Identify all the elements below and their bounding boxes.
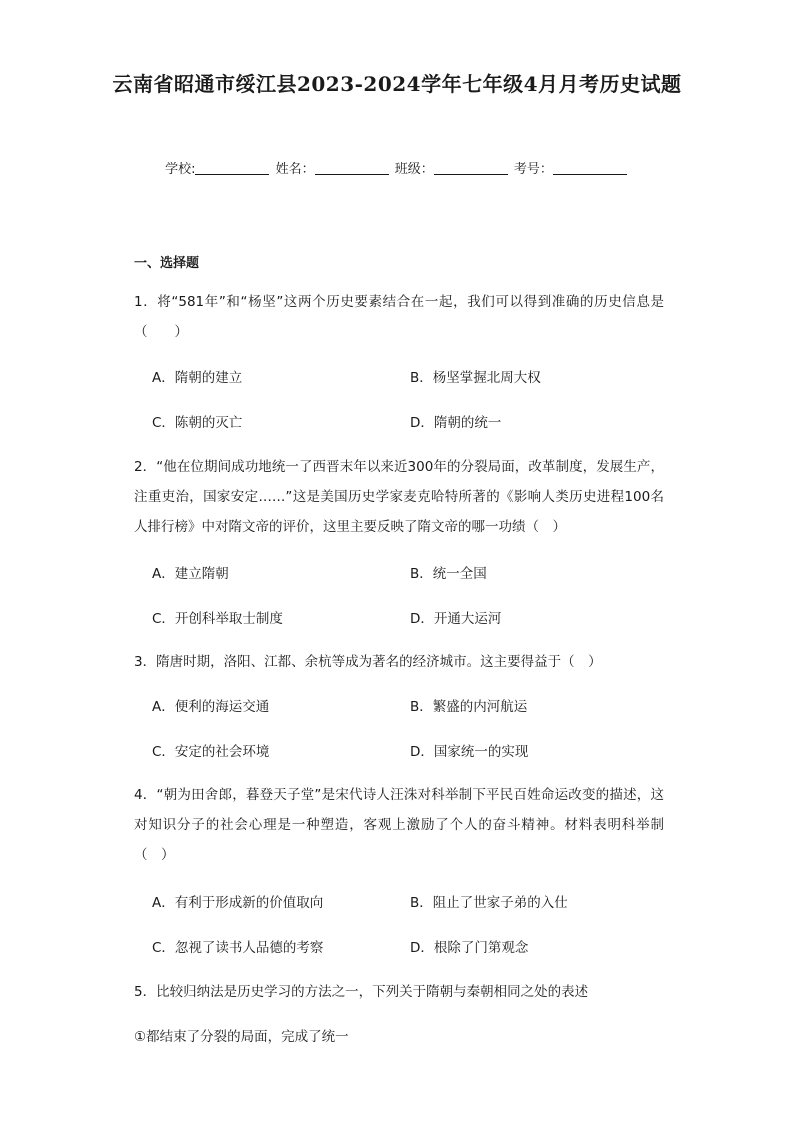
school-label: 学校: [165, 162, 196, 177]
question-3-option-d[interactable]: D．国家统一的实现 [410, 744, 529, 760]
question-4-option-d[interactable]: D．根除了门第观念 [410, 940, 529, 956]
question-3-option-a[interactable]: A．便利的海运交通 [152, 699, 270, 715]
name-label: 姓名： [275, 162, 315, 177]
question-1-option-c[interactable]: C．陈朝的灭亡 [152, 415, 243, 431]
question-2-text: 2．“他在位期间成功地统一了西晋末年以来近300年的分裂局面，改革制度，发展生产，注重吏治，国家安定……”这是美国历史学家麦克哈特所著的《影响人类历史进程100名人排行榜》中对隋文帝的评价，这里主要反映了隋文帝的哪一功绩（ ） [134, 459, 664, 535]
section-title: 一、选择题 [134, 256, 200, 271]
student-info-line [0, 158, 794, 177]
question-2-option-a[interactable]: A．建立隋朝 [152, 566, 229, 582]
question-3-text: 3．隋唐时期，洛阳、江都、余杭等成为著名的经济城市。这主要得益于（ ） [134, 654, 602, 670]
question-4-option-a[interactable]: A．有利于形成新的价值取向 [152, 895, 324, 911]
question-2-option-d[interactable]: D．开通大运河 [410, 611, 502, 627]
name-blank[interactable] [315, 160, 389, 175]
question-4-option-c[interactable]: C．忽视了读书人品德的考察 [152, 940, 324, 956]
page-title: 云南省昭通市绥江县2023-2024学年七年级4月月考历史试题 [112, 72, 682, 96]
class-blank[interactable] [434, 160, 508, 175]
question-1-option-d[interactable]: D．隋朝的统一 [410, 415, 502, 431]
question-1-text: 1．将“581年”和“杨坚”这两个历史要素结合在一起，我们可以得到准确的历史信息是（ ） [134, 294, 664, 340]
number-blank[interactable] [553, 160, 627, 175]
school-blank[interactable] [195, 160, 269, 175]
question-4-option-b[interactable]: B．阻止了世家子弟的入仕 [410, 895, 568, 911]
question-1-option-b[interactable]: B．杨坚掌握北周大权 [410, 370, 541, 386]
question-2-option-b[interactable]: B．统一全国 [410, 566, 487, 582]
question-4-text: 4．“朝为田舍郎，暮登天子堂”是宋代诗人汪洙对科举制下平民百姓命运改变的描述，这对知识分子的社会心理是一种塑造，客观上激励了个人的奋斗精神。材料表明科举制（ ） [134, 787, 664, 863]
number-label: 考号： [513, 162, 553, 177]
question-5-text: 5．比较归纳法是历史学习的方法之一，下列关于隋朝与秦朝相同之处的表述 [134, 984, 589, 1000]
question-5-statement-1: ①都结束了分裂的局面，完成了统一 [134, 1029, 349, 1045]
question-3-option-b[interactable]: B．繁盛的内河航运 [410, 699, 528, 715]
question-3-option-c[interactable]: C．安定的社会环境 [152, 744, 270, 760]
question-1-option-a[interactable]: A．隋朝的建立 [152, 370, 243, 386]
question-2-option-c[interactable]: C．开创科举取士制度 [152, 611, 283, 627]
class-label: 班级： [394, 162, 434, 177]
